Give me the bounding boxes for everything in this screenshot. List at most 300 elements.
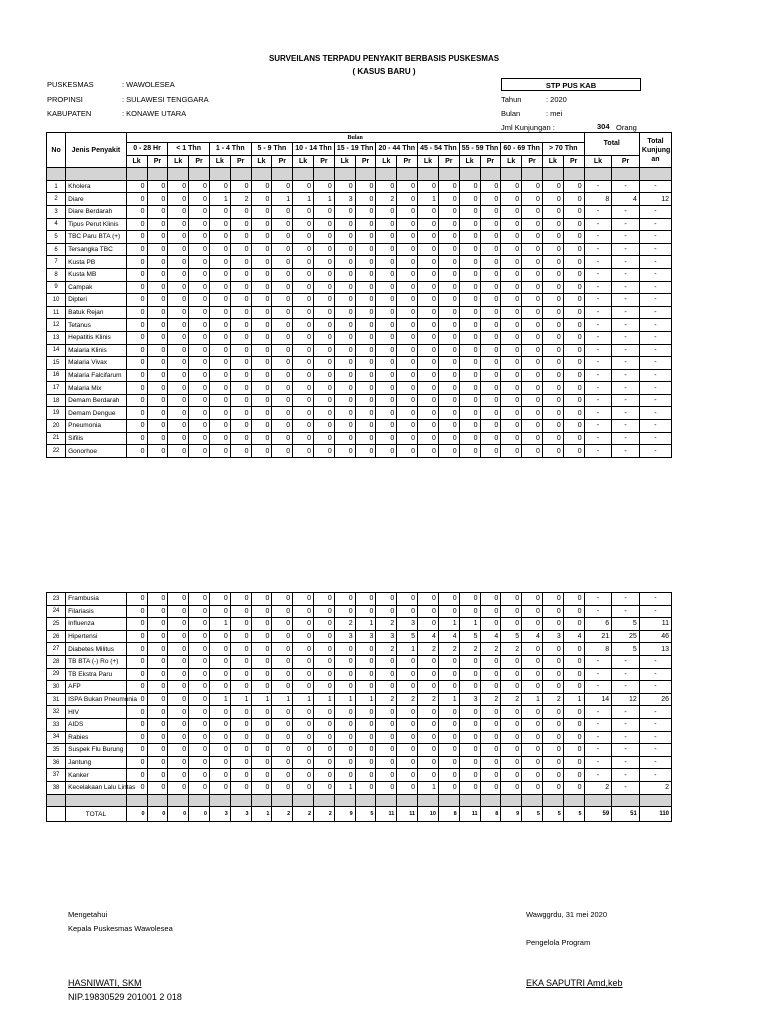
cell-value: 0 bbox=[189, 382, 210, 395]
cell-value: 0 bbox=[459, 781, 480, 794]
total-value: 1 bbox=[251, 807, 272, 822]
cell-value: 0 bbox=[542, 331, 563, 344]
cell-value: 0 bbox=[542, 394, 563, 407]
cell-value: 0 bbox=[355, 420, 376, 433]
total-tlk: - bbox=[584, 268, 612, 281]
total-tk: - bbox=[639, 744, 671, 757]
header-lk: Lk bbox=[293, 155, 314, 168]
cell-value: 0 bbox=[480, 769, 501, 782]
cell-value: 0 bbox=[501, 394, 522, 407]
header-lk: Lk bbox=[126, 155, 147, 168]
cell-value: 0 bbox=[501, 357, 522, 370]
cell-value: 0 bbox=[334, 331, 355, 344]
cell-value: 0 bbox=[376, 668, 397, 681]
cell-value: 0 bbox=[189, 630, 210, 643]
total-tpr: 12 bbox=[612, 693, 640, 706]
cell-value: 0 bbox=[376, 731, 397, 744]
cell-value: 0 bbox=[542, 319, 563, 332]
row-number: 13 bbox=[47, 331, 66, 344]
cell-value: 0 bbox=[397, 331, 418, 344]
cell-value: 0 bbox=[272, 668, 293, 681]
cell-value: 0 bbox=[542, 731, 563, 744]
empty-cell bbox=[334, 168, 355, 181]
cell-value: 0 bbox=[189, 756, 210, 769]
cell-value: 0 bbox=[522, 681, 543, 694]
cell-value: 0 bbox=[230, 593, 251, 606]
cell-value: 0 bbox=[189, 294, 210, 307]
cell-value: 0 bbox=[272, 445, 293, 458]
row-number: 8 bbox=[47, 268, 66, 281]
cell-value: 0 bbox=[168, 693, 189, 706]
cell-value: 0 bbox=[209, 769, 230, 782]
cell-value: 2 bbox=[418, 693, 439, 706]
total-tpr: - bbox=[612, 357, 640, 370]
total-tk: - bbox=[639, 256, 671, 269]
table-row bbox=[47, 630, 672, 643]
surveillance-table-part2 bbox=[46, 592, 672, 822]
total-tlk: - bbox=[584, 731, 612, 744]
cell-value: 0 bbox=[168, 668, 189, 681]
cell-value: 0 bbox=[480, 382, 501, 395]
cell-value: 0 bbox=[355, 681, 376, 694]
cell-value: 0 bbox=[189, 618, 210, 631]
cell-value: 0 bbox=[418, 319, 439, 332]
cell-value: 1 bbox=[355, 618, 376, 631]
cell-value: 0 bbox=[438, 243, 459, 256]
cell-value: 0 bbox=[542, 407, 563, 420]
row-number: 19 bbox=[47, 407, 66, 420]
table-row bbox=[47, 420, 672, 433]
cell-value: 0 bbox=[272, 655, 293, 668]
cell-value: 0 bbox=[209, 781, 230, 794]
cell-value: 0 bbox=[397, 445, 418, 458]
table-row bbox=[47, 231, 672, 244]
cell-value: 0 bbox=[293, 294, 314, 307]
cell-value: 0 bbox=[501, 281, 522, 294]
total-tlk: - bbox=[584, 357, 612, 370]
cell-value: 2 bbox=[376, 193, 397, 206]
disease-name: Kanker bbox=[66, 769, 127, 782]
cell-value: 0 bbox=[376, 445, 397, 458]
cell-value: 0 bbox=[459, 668, 480, 681]
cell-value: 0 bbox=[209, 655, 230, 668]
cell-value: 0 bbox=[293, 668, 314, 681]
disease-name: Pneumonia bbox=[66, 420, 127, 433]
cell-value: 0 bbox=[563, 593, 584, 606]
total-tpr: - bbox=[612, 382, 640, 395]
cell-value: 1 bbox=[334, 693, 355, 706]
header-lk: Lk bbox=[251, 155, 272, 168]
table-row bbox=[47, 655, 672, 668]
cell-value: 0 bbox=[355, 718, 376, 731]
total-tk: - bbox=[639, 281, 671, 294]
cell-value: 0 bbox=[272, 432, 293, 445]
cell-value: 0 bbox=[480, 306, 501, 319]
cell-value: 0 bbox=[168, 718, 189, 731]
cell-value: 0 bbox=[251, 369, 272, 382]
cell-value: 0 bbox=[438, 319, 459, 332]
empty-cell bbox=[542, 168, 563, 181]
cell-value: 0 bbox=[355, 643, 376, 656]
cell-value: 0 bbox=[418, 281, 439, 294]
cell-value: 0 bbox=[147, 744, 168, 757]
empty-cell bbox=[272, 794, 293, 807]
cell-value: 0 bbox=[147, 394, 168, 407]
cell-value: 0 bbox=[147, 630, 168, 643]
cell-value: 1 bbox=[209, 193, 230, 206]
cell-value: 0 bbox=[230, 432, 251, 445]
cell-value: 0 bbox=[480, 243, 501, 256]
cell-value: 0 bbox=[334, 643, 355, 656]
cell-value: 0 bbox=[293, 331, 314, 344]
cell-value: 0 bbox=[459, 756, 480, 769]
cell-value: 0 bbox=[397, 420, 418, 433]
cell-value: 0 bbox=[501, 180, 522, 193]
row-number: 38 bbox=[47, 781, 66, 794]
cell-value: 0 bbox=[314, 668, 335, 681]
cell-value: 0 bbox=[438, 781, 459, 794]
cell-value: 0 bbox=[480, 432, 501, 445]
cell-value: 0 bbox=[209, 718, 230, 731]
empty-cell bbox=[459, 168, 480, 181]
disease-name: Tipus Perut Klinis bbox=[66, 218, 127, 231]
cell-value: 0 bbox=[251, 357, 272, 370]
cell-value: 0 bbox=[251, 319, 272, 332]
cell-value: 0 bbox=[459, 681, 480, 694]
cell-value: 0 bbox=[126, 205, 147, 218]
cell-value: 0 bbox=[459, 706, 480, 719]
cell-value: 0 bbox=[397, 668, 418, 681]
cell-value: 0 bbox=[418, 756, 439, 769]
cell-value: 0 bbox=[376, 319, 397, 332]
cell-value: 0 bbox=[147, 643, 168, 656]
cell-value: 0 bbox=[168, 218, 189, 231]
cell-value: 0 bbox=[147, 382, 168, 395]
cell-value: 0 bbox=[251, 344, 272, 357]
total-tlk: - bbox=[584, 256, 612, 269]
table-row bbox=[47, 769, 672, 782]
empty-cell bbox=[563, 168, 584, 181]
cell-value: 0 bbox=[376, 744, 397, 757]
row-number: 24 bbox=[47, 605, 66, 618]
empty-cell bbox=[397, 794, 418, 807]
cell-value: 0 bbox=[314, 268, 335, 281]
cell-value: 0 bbox=[438, 394, 459, 407]
disease-name: AIDS bbox=[66, 718, 127, 731]
cell-value: 0 bbox=[314, 243, 335, 256]
cell-value: 0 bbox=[126, 781, 147, 794]
cell-value: 0 bbox=[438, 432, 459, 445]
cell-value: 0 bbox=[397, 357, 418, 370]
total-tk: - bbox=[639, 718, 671, 731]
cell-value: 0 bbox=[272, 394, 293, 407]
cell-value: 0 bbox=[459, 382, 480, 395]
cell-value: 0 bbox=[480, 369, 501, 382]
cell-value: 0 bbox=[147, 231, 168, 244]
cell-value: 0 bbox=[438, 756, 459, 769]
cell-value: 0 bbox=[397, 243, 418, 256]
total-tpr: - bbox=[612, 243, 640, 256]
total-value: 3 bbox=[209, 807, 230, 822]
cell-value: 0 bbox=[376, 231, 397, 244]
cell-value: 0 bbox=[522, 331, 543, 344]
cell-value: 0 bbox=[418, 382, 439, 395]
cell-value: 0 bbox=[459, 744, 480, 757]
cell-value: 0 bbox=[376, 306, 397, 319]
cell-value: 0 bbox=[480, 781, 501, 794]
header-age-group: 55 - 59 Thn bbox=[459, 143, 501, 156]
cell-value: 0 bbox=[501, 445, 522, 458]
cell-value: 0 bbox=[189, 205, 210, 218]
cell-value: 0 bbox=[376, 357, 397, 370]
cell-value: 0 bbox=[126, 420, 147, 433]
cell-value: 0 bbox=[230, 243, 251, 256]
header-pr: Pr bbox=[355, 155, 376, 168]
header-age-group: > 70 Thn bbox=[542, 143, 584, 156]
cell-value: 0 bbox=[480, 344, 501, 357]
total-tlk: - bbox=[584, 382, 612, 395]
cell-value: 0 bbox=[418, 407, 439, 420]
cell-value: 0 bbox=[563, 357, 584, 370]
cell-value: 0 bbox=[355, 781, 376, 794]
cell-value: 0 bbox=[438, 718, 459, 731]
cell-value: 0 bbox=[272, 231, 293, 244]
cell-value: 0 bbox=[355, 256, 376, 269]
cell-value: 0 bbox=[126, 693, 147, 706]
cell-value: 0 bbox=[397, 319, 418, 332]
table-row bbox=[47, 605, 672, 618]
cell-value: 0 bbox=[230, 369, 251, 382]
cell-value: 0 bbox=[418, 256, 439, 269]
cell-value: 3 bbox=[334, 630, 355, 643]
cell-value: 1 bbox=[438, 618, 459, 631]
total-tpr: 5 bbox=[612, 618, 640, 631]
cell-value: 0 bbox=[168, 605, 189, 618]
bulan-label: Bulan bbox=[501, 109, 521, 118]
kunjungan-value: 304 bbox=[597, 122, 610, 131]
row-number: 31 bbox=[47, 693, 66, 706]
disease-name: Demam Berdarah bbox=[66, 394, 127, 407]
total-tk: - bbox=[639, 357, 671, 370]
cell-value: 0 bbox=[314, 706, 335, 719]
row-number: 25 bbox=[47, 618, 66, 631]
empty-cell bbox=[459, 794, 480, 807]
cell-value: 0 bbox=[314, 344, 335, 357]
empty-cell bbox=[230, 794, 251, 807]
cell-value: 0 bbox=[209, 731, 230, 744]
empty-cell bbox=[293, 168, 314, 181]
cell-value: 0 bbox=[334, 394, 355, 407]
cell-value: 0 bbox=[522, 231, 543, 244]
cell-value: 0 bbox=[189, 731, 210, 744]
cell-value: 0 bbox=[397, 344, 418, 357]
cell-value: 0 bbox=[418, 668, 439, 681]
cell-value: 0 bbox=[147, 268, 168, 281]
cell-value: 0 bbox=[189, 643, 210, 656]
cell-value: 2 bbox=[418, 643, 439, 656]
cell-value: 0 bbox=[418, 445, 439, 458]
cell-value: 0 bbox=[147, 369, 168, 382]
cell-value: 0 bbox=[230, 294, 251, 307]
cell-value: 0 bbox=[376, 593, 397, 606]
cell-value: 0 bbox=[189, 331, 210, 344]
cell-value: 0 bbox=[230, 630, 251, 643]
header-no: No bbox=[47, 133, 66, 168]
cell-value: 0 bbox=[334, 382, 355, 395]
cell-value: 0 bbox=[438, 344, 459, 357]
row-number: 29 bbox=[47, 668, 66, 681]
total-tpr: 4 bbox=[612, 193, 640, 206]
cell-value: 0 bbox=[272, 281, 293, 294]
cell-value: 0 bbox=[397, 593, 418, 606]
disease-name: Kecelakaan Lalu Lintas bbox=[66, 781, 127, 794]
cell-value: 0 bbox=[501, 681, 522, 694]
table-row bbox=[47, 744, 672, 757]
cell-value: 0 bbox=[314, 432, 335, 445]
cell-value: 0 bbox=[168, 243, 189, 256]
cell-value: 0 bbox=[522, 281, 543, 294]
header-age-group: < 1 Thn bbox=[168, 143, 210, 156]
cell-value: 0 bbox=[542, 756, 563, 769]
cell-value: 0 bbox=[209, 231, 230, 244]
cell-value: 0 bbox=[501, 218, 522, 231]
cell-value: 0 bbox=[542, 445, 563, 458]
table-row bbox=[47, 731, 672, 744]
header-lk: Lk bbox=[376, 155, 397, 168]
cell-value: 0 bbox=[480, 718, 501, 731]
cell-value: 0 bbox=[334, 432, 355, 445]
cell-value: 0 bbox=[563, 394, 584, 407]
cell-value: 0 bbox=[314, 618, 335, 631]
cell-value: 0 bbox=[542, 306, 563, 319]
cell-value: 0 bbox=[189, 357, 210, 370]
cell-value: 0 bbox=[501, 294, 522, 307]
cell-value: 1 bbox=[230, 693, 251, 706]
cell-value: 0 bbox=[293, 344, 314, 357]
cell-value: 0 bbox=[189, 256, 210, 269]
table-row bbox=[47, 756, 672, 769]
cell-value: 0 bbox=[293, 231, 314, 244]
cell-value: 0 bbox=[314, 756, 335, 769]
cell-value: 0 bbox=[168, 319, 189, 332]
cell-value: 0 bbox=[376, 706, 397, 719]
cell-value: 0 bbox=[563, 756, 584, 769]
cell-value: 0 bbox=[209, 643, 230, 656]
cell-value: 0 bbox=[209, 306, 230, 319]
cell-value: 0 bbox=[418, 205, 439, 218]
cell-value: 1 bbox=[522, 693, 543, 706]
cell-value: 0 bbox=[542, 294, 563, 307]
cell-value: 0 bbox=[251, 769, 272, 782]
total-tpr: - bbox=[612, 655, 640, 668]
table-row bbox=[47, 180, 672, 193]
empty-cell bbox=[314, 168, 335, 181]
cell-value: 0 bbox=[168, 231, 189, 244]
total-tk: 26 bbox=[639, 693, 671, 706]
cell-value: 0 bbox=[209, 344, 230, 357]
total-tlk: - bbox=[584, 344, 612, 357]
cell-value: 0 bbox=[397, 180, 418, 193]
cell-value: 2 bbox=[459, 643, 480, 656]
disease-name: Kusta MB bbox=[66, 268, 127, 281]
cell-value: 0 bbox=[522, 357, 543, 370]
cell-value: 0 bbox=[334, 769, 355, 782]
cell-value: 0 bbox=[209, 744, 230, 757]
cell-value: 0 bbox=[542, 781, 563, 794]
cell-value: 1 bbox=[438, 693, 459, 706]
cell-value: 5 bbox=[459, 630, 480, 643]
cell-value: 0 bbox=[272, 618, 293, 631]
cell-value: 0 bbox=[376, 407, 397, 420]
cell-value: 2 bbox=[480, 643, 501, 656]
empty-cell bbox=[438, 168, 459, 181]
table-row bbox=[47, 706, 672, 719]
row-number: 27 bbox=[47, 643, 66, 656]
cell-value: 0 bbox=[293, 718, 314, 731]
cell-value: 0 bbox=[501, 407, 522, 420]
cell-value: 0 bbox=[563, 256, 584, 269]
cell-value: 0 bbox=[563, 294, 584, 307]
cell-value: 0 bbox=[522, 218, 543, 231]
header-pr: Pr bbox=[438, 155, 459, 168]
total-tpr: 5 bbox=[612, 643, 640, 656]
total-tpr: - bbox=[612, 268, 640, 281]
cell-value: 0 bbox=[251, 756, 272, 769]
cell-value: 0 bbox=[126, 706, 147, 719]
total-tk: - bbox=[639, 394, 671, 407]
empty-cell bbox=[47, 807, 66, 822]
cell-value: 0 bbox=[334, 593, 355, 606]
total-tk: 46 bbox=[639, 630, 671, 643]
cell-value: 0 bbox=[209, 281, 230, 294]
cell-value: 0 bbox=[230, 605, 251, 618]
row-number: 21 bbox=[47, 432, 66, 445]
tahun-value: : 2020 bbox=[546, 95, 567, 104]
cell-value: 0 bbox=[147, 769, 168, 782]
header-lk: Lk bbox=[334, 155, 355, 168]
cell-value: 0 bbox=[209, 218, 230, 231]
disease-name: Batuk Rejan bbox=[66, 306, 127, 319]
cell-value: 0 bbox=[209, 294, 230, 307]
cell-value: 0 bbox=[522, 781, 543, 794]
cell-value: 0 bbox=[126, 718, 147, 731]
cell-value: 0 bbox=[355, 281, 376, 294]
total-tpr: - bbox=[612, 218, 640, 231]
header-age-group: 60 - 69 Thn bbox=[501, 143, 543, 156]
cell-value: 0 bbox=[480, 331, 501, 344]
cell-value: 0 bbox=[501, 618, 522, 631]
cell-value: 0 bbox=[272, 268, 293, 281]
cell-value: 0 bbox=[355, 605, 376, 618]
cell-value: 0 bbox=[334, 718, 355, 731]
signature-date: Wawggrdu, 31 mei 2020 bbox=[526, 910, 608, 919]
row-number: 18 bbox=[47, 394, 66, 407]
cell-value: 0 bbox=[438, 281, 459, 294]
cell-value: 0 bbox=[189, 781, 210, 794]
row-number: 34 bbox=[47, 731, 66, 744]
total-tk: - bbox=[639, 432, 671, 445]
total-value: 5 bbox=[563, 807, 584, 822]
disease-name: Malaria Mix bbox=[66, 382, 127, 395]
cell-value: 0 bbox=[168, 268, 189, 281]
cell-value: 0 bbox=[168, 643, 189, 656]
cell-value: 0 bbox=[168, 706, 189, 719]
cell-value: 0 bbox=[147, 605, 168, 618]
cell-value: 0 bbox=[230, 655, 251, 668]
cell-value: 0 bbox=[251, 718, 272, 731]
cell-value: 0 bbox=[168, 420, 189, 433]
cell-value: 0 bbox=[334, 205, 355, 218]
